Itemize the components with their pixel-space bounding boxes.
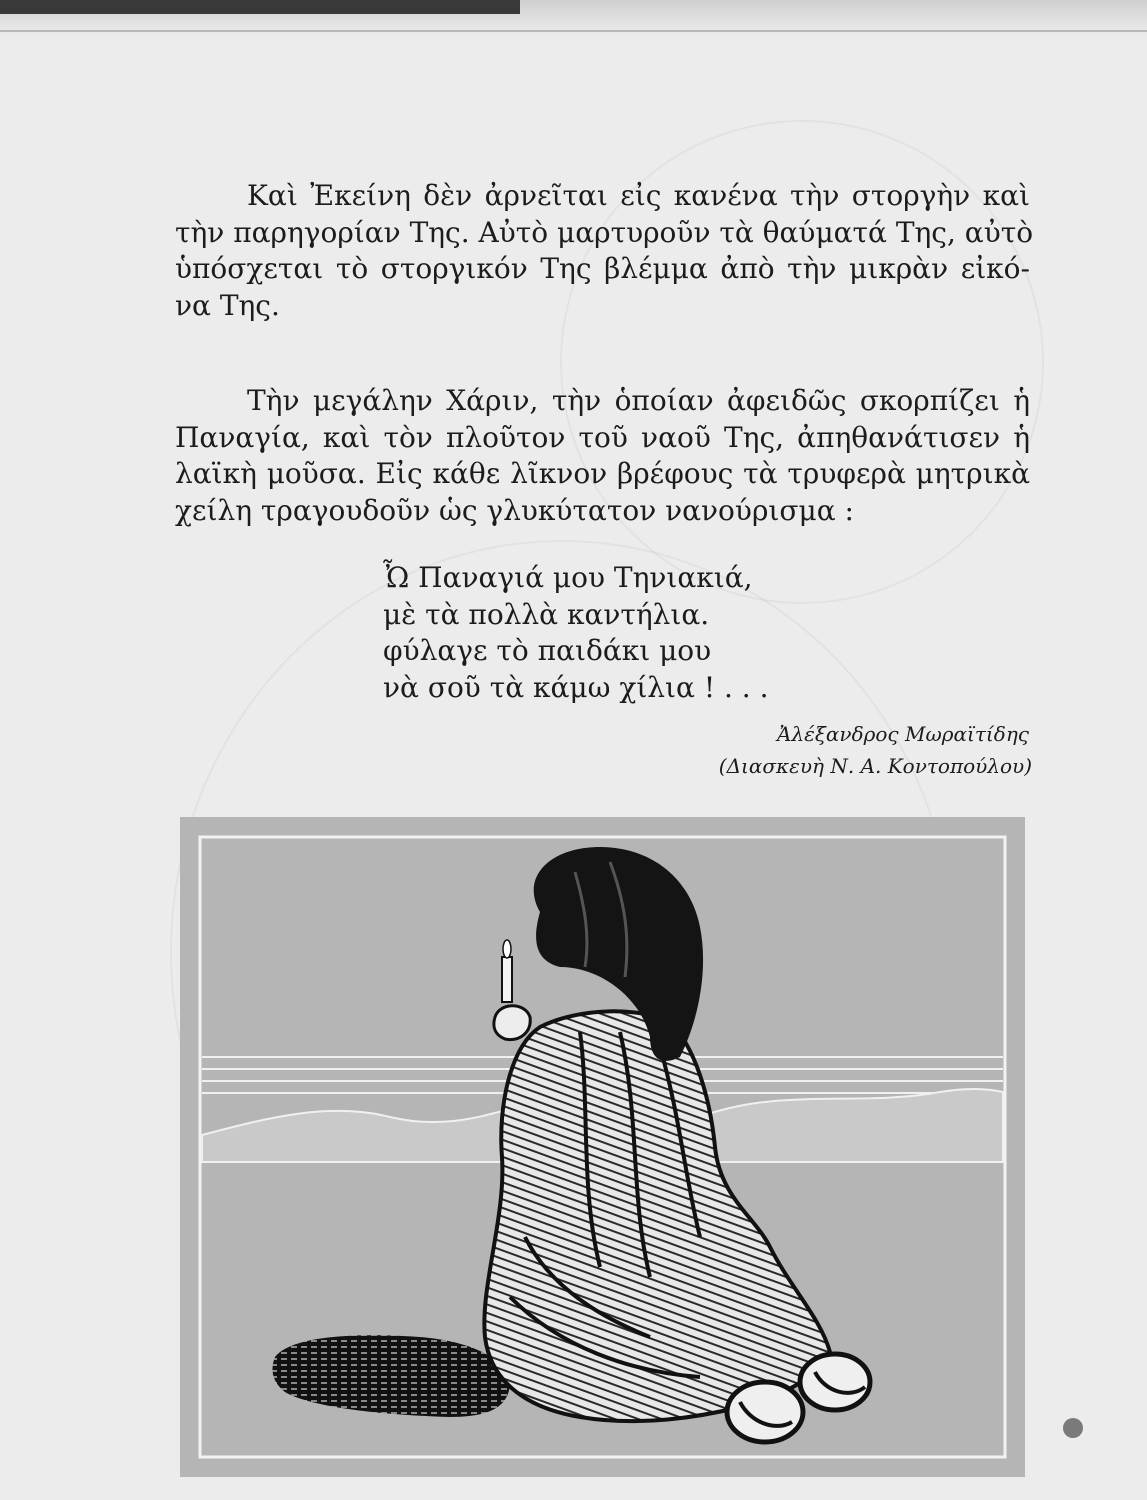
page-stain: [1063, 1418, 1083, 1438]
poem-line: φύλαγε τὸ παιδάκι μου: [383, 634, 712, 667]
right-foot: [800, 1354, 870, 1410]
text-line: ὑπόσχεται τὸ στοργικόν Της βλέμμα ἀπὸ τὴν μικρὰν εἰκό-: [175, 252, 1030, 285]
binding-shadow: [0, 0, 520, 14]
text-line: λαϊκὴ μοῦσα. Εἰς κάθε λῖκνον βρέφους τὰ τρυφερὰ μητρικὰ: [175, 457, 1030, 490]
left-foot: [727, 1382, 803, 1442]
candle-flame: [503, 940, 511, 958]
praying-hands: [494, 1006, 530, 1040]
text-line: Παναγία, καὶ τὸν πλοῦτον τοῦ ναοῦ Της, ἀπηθανάτισεν ἡ: [175, 420, 1030, 454]
kneeling-woman-woodcut: [180, 817, 1025, 1477]
page-edge-line: [0, 30, 1147, 32]
text-line: τὴν παρηγορίαν Της. Αὐτὸ μαρτυροῦν τὰ θαύματά Της, αὐτὸ: [175, 215, 1034, 249]
paragraph-1: [175, 178, 1034, 324]
attribution-author: Ἀλέξανδρος Μωραϊτίδης: [777, 722, 1029, 746]
text-line: Τὴν μεγάλην Χάριν, τὴν ὁποίαν ἀφειδῶς σκορπίζει ἡ: [247, 384, 1030, 417]
poem-line: νὰ σοῦ τὰ κάμω χίλια ! . . .: [383, 670, 769, 704]
text-line: να Της.: [175, 288, 280, 322]
text-line: χείλη τραγουδοῦν ὡς γλυκύτατον νανούρισμα :: [175, 493, 854, 527]
attribution-adaptation: (Διασκευὴ Ν. Α. Κοντοπούλου): [718, 754, 1032, 778]
text-line: Καὶ Ἐκείνη δὲν ἀρνεῖται εἰς κανένα τὴν στοργὴν καὶ: [247, 179, 1030, 212]
paragraph-2: [175, 383, 1030, 529]
page-top-edge: [0, 0, 1147, 40]
candle: [502, 957, 512, 1002]
poem-line: Ὦ Παναγιά μου Τηνιακιά,: [383, 561, 753, 594]
lullaby-poem: [383, 560, 769, 706]
poem-line: μὲ τὰ πολλὰ καντήλια.: [383, 597, 710, 631]
